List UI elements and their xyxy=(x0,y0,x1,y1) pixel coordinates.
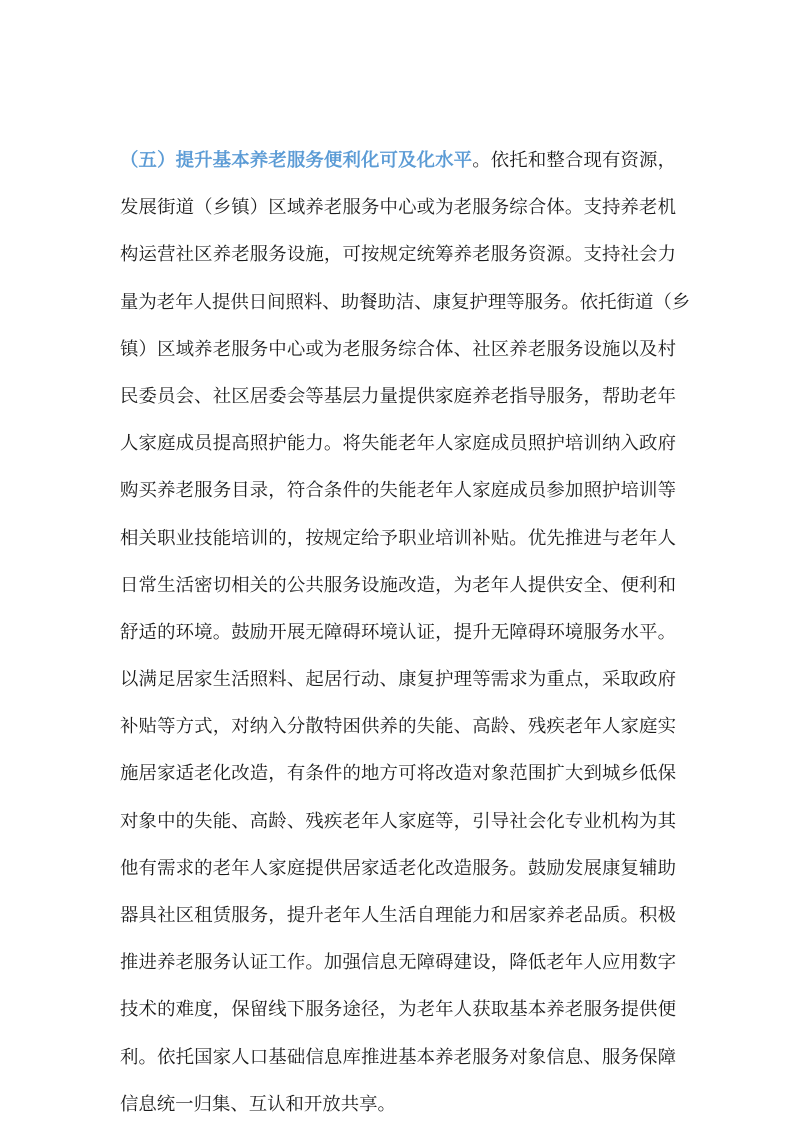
paragraph-line: 镇）区域养老服务中心或为老服务综合体、社区养老服务设施以及村 xyxy=(120,338,676,360)
paragraph-line: 人家庭成员提高照护能力。将失能老年人家庭成员照护培训纳入政府 xyxy=(120,433,676,455)
paragraph-line: 补贴等方式，对纳入分散特困供养的失能、高龄、残疾老年人家庭实 xyxy=(120,716,676,738)
paragraph-line: 施居家适老化改造，有条件的地方可将改造对象范围扩大到城乡低保 xyxy=(120,763,676,785)
paragraph-line: 发展街道（乡镇）区域养老服务中心或为老服务综合体。支持养老机 xyxy=(120,197,676,219)
paragraph-line: 购买养老服务目录，符合条件的失能老年人家庭成员参加照护培训等 xyxy=(120,480,676,502)
paragraph-line: 推进养老服务认证工作。加强信息无障碍建设，降低老年人应用数字 xyxy=(120,952,676,974)
paragraph-line: 利。依托国家人口基础信息库推进基本养老服务对象信息、服务保障 xyxy=(120,1046,676,1068)
paragraph-line: 对象中的失能、高龄、残疾老年人家庭等，引导社会化专业机构为其 xyxy=(120,810,676,832)
paragraph-line: 日常生活密切相关的公共服务设施改造，为老年人提供安全、便利和 xyxy=(120,574,676,596)
paragraph-line: 相关职业技能培训的，按规定给予职业培训补贴。优先推进与老年人 xyxy=(120,527,676,549)
paragraph-line: 舒适的环境。鼓励开展无障碍环境认证，提升无障碍环境服务水平。 xyxy=(120,621,676,643)
paragraph-line-1 xyxy=(120,137,676,184)
first-line-text: 。依托和整合现有资源， xyxy=(472,150,676,171)
paragraph-line: 器具社区租赁服务，提升老年人生活自理能力和居家养老品质。积极 xyxy=(120,905,676,926)
body-paragraph xyxy=(120,137,691,1128)
paragraph-line: 量为老年人提供日间照料、助餐助洁、康复护理等服务。依托街道（乡 xyxy=(120,291,691,313)
paragraph-line: 民委员会、社区居委会等基层力量提供家庭养老指导服务，帮助老年 xyxy=(120,385,676,407)
paragraph-line: 构运营社区养老服务设施，可按规定统筹养老服务资源。支持社会力 xyxy=(120,244,676,266)
paragraph-last-line: 信息统一归集、互认和开放共享。 xyxy=(120,1093,396,1115)
paragraph-line: 他有需求的老年人家庭提供居家适老化改造服务。鼓励发展康复辅助 xyxy=(120,857,676,879)
paragraph-line: 技术的难度，保留线下服务途径，为老年人获取基本养老服务提供便 xyxy=(120,999,676,1021)
section-heading: （五）提升基本养老服务便利化可及化水平 xyxy=(120,150,473,171)
paragraph-line: 以满足居家生活照料、起居行动、康复护理等需求为重点，采取政府 xyxy=(120,669,676,691)
